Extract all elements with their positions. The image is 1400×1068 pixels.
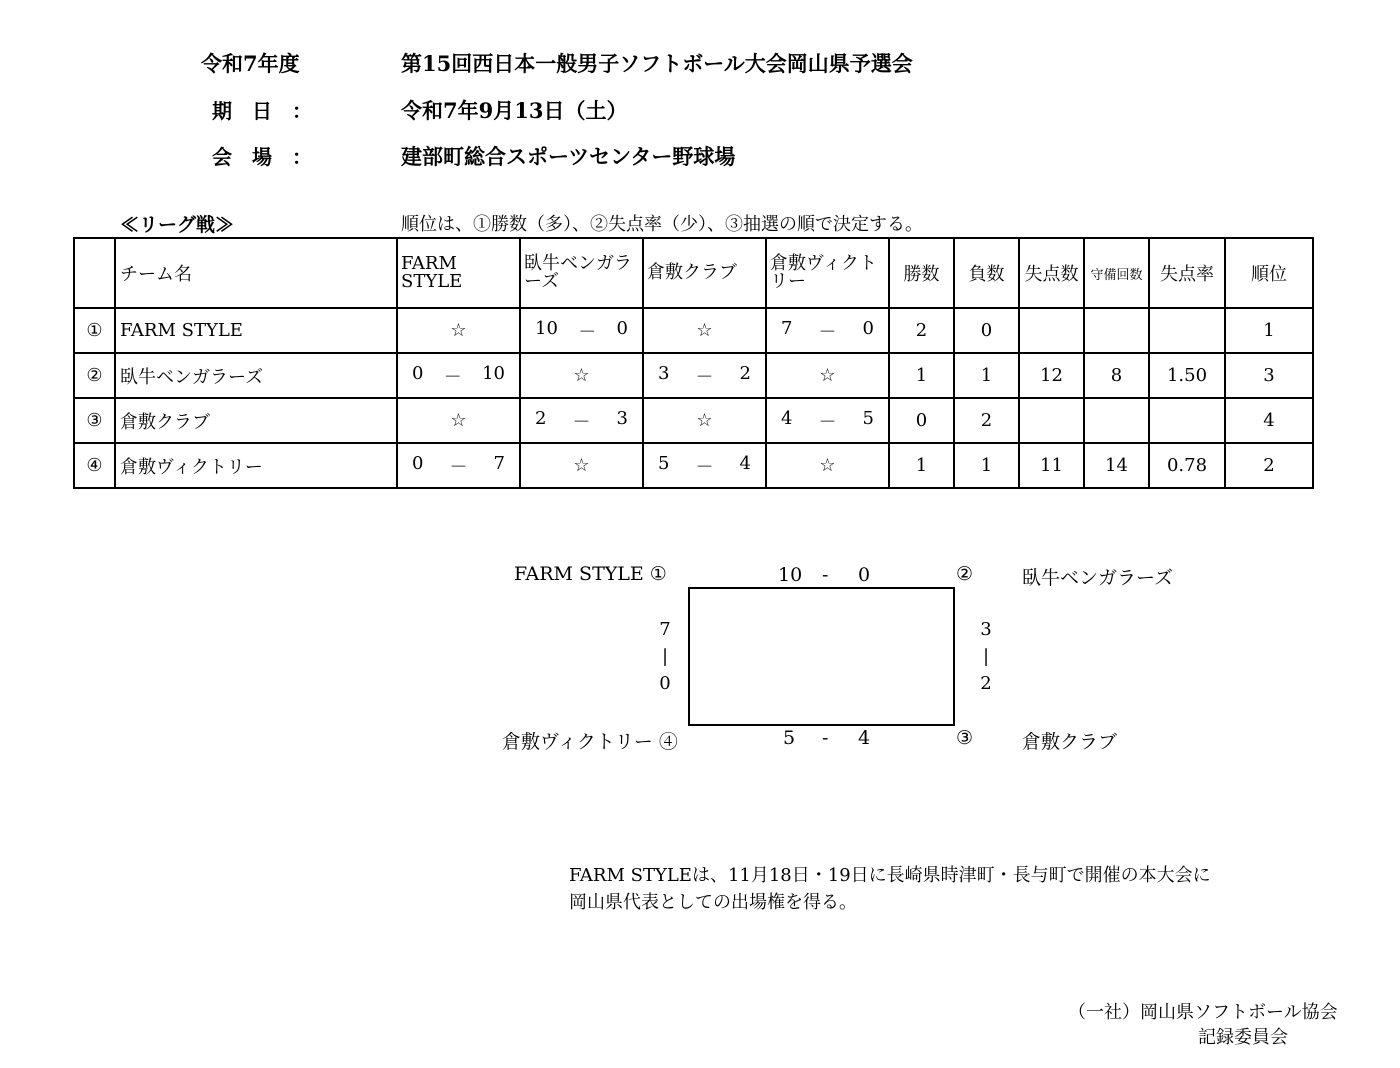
- score-against: 0: [616, 317, 628, 339]
- result-cell-r1: [397, 308, 520, 353]
- innings-cell: 14: [1084, 443, 1149, 488]
- diagram-top-score-b: 0: [858, 564, 871, 586]
- score-dash: －: [449, 456, 468, 478]
- losses-cell: 1: [954, 353, 1019, 398]
- footer-organization: （一社）岡山県ソフトボール協会: [1068, 1002, 1338, 1023]
- result-cell-r3: [643, 308, 766, 353]
- row-number: ④: [74, 443, 115, 488]
- rate-cell: [1149, 308, 1225, 353]
- score-dash: －: [695, 366, 714, 388]
- venue-label: 会 場 ：: [212, 145, 312, 169]
- diagram-team-2-number: ②: [956, 563, 974, 585]
- diagram-left-score-b: 0: [659, 673, 671, 694]
- score-for: 0: [412, 452, 424, 474]
- diagram-left-score-a: 7: [659, 619, 671, 640]
- score-dash: －: [695, 456, 714, 478]
- score-dash: －: [818, 411, 837, 433]
- table-row: [74, 308, 1313, 353]
- wins-cell: 2: [889, 308, 954, 353]
- row-number: ③: [74, 398, 115, 443]
- team-name-cell: 臥牛ベンガラーズ: [115, 353, 397, 398]
- diagram-right-score: [974, 616, 998, 697]
- diagram-top-score-dash: -: [822, 564, 829, 586]
- score-against: 2: [739, 362, 751, 384]
- rank-cell: 3: [1225, 353, 1313, 398]
- result-cell-r3: [643, 398, 766, 443]
- row-number: ②: [74, 353, 115, 398]
- ranking-rule: 順位は、①勝数（多）、②失点率（少）、③抽選の順で決定する。: [401, 214, 923, 235]
- runs-allowed-cell: 11: [1019, 443, 1084, 488]
- score-for: 10: [535, 317, 558, 339]
- header-innings: 守備回数: [1084, 238, 1149, 308]
- diagram-team-3-number: ③: [956, 727, 974, 749]
- wins-cell: 1: [889, 353, 954, 398]
- self-match-star-icon: ☆: [450, 320, 467, 341]
- result-cell-r4: [766, 443, 889, 488]
- score-for: 3: [658, 362, 670, 384]
- score-for: 7: [781, 317, 793, 339]
- header-rate: 失点率: [1149, 238, 1225, 308]
- diagram-left-score: [653, 616, 677, 697]
- self-match-star-icon: ☆: [819, 365, 836, 386]
- diagram-top-score-a: 10: [778, 564, 803, 586]
- result-cell-r4: [766, 398, 889, 443]
- result-cell-r2: [520, 443, 643, 488]
- venue-value: 建部町総合スポーツセンター野球場: [401, 144, 736, 169]
- date-label: 期 日 ：: [212, 99, 312, 123]
- score-for: 5: [658, 452, 670, 474]
- score-against: 10: [482, 362, 505, 384]
- notice-line-2: 岡山県代表としての出場権を得る。: [569, 892, 857, 913]
- table-row: [74, 398, 1313, 443]
- self-match-star-icon: ☆: [696, 320, 713, 341]
- result-cell-r3: [643, 353, 766, 398]
- score-against: 4: [739, 452, 751, 474]
- team-name-cell: 倉敷ヴィクトリー: [115, 443, 397, 488]
- header-losses: 負数: [954, 238, 1019, 308]
- losses-cell: 2: [954, 398, 1019, 443]
- header-no-cell: [74, 238, 115, 308]
- table-row: [74, 353, 1313, 398]
- diagram-right-score-bar: |: [982, 646, 990, 667]
- rate-cell: 1.50: [1149, 353, 1225, 398]
- score-dash: －: [818, 321, 837, 343]
- diagram-bottom-score-b: 4: [858, 727, 871, 749]
- score-dash: －: [572, 411, 591, 433]
- rate-cell: [1149, 398, 1225, 443]
- rate-cell: 0.78: [1149, 443, 1225, 488]
- team-name-cell: 倉敷クラブ: [115, 398, 397, 443]
- diagram-bottom-score-dash: -: [822, 727, 829, 749]
- league-table: [73, 237, 1314, 489]
- innings-cell: 8: [1084, 353, 1149, 398]
- score-dash: －: [443, 366, 462, 388]
- table-row: [74, 443, 1313, 488]
- footer-committee: 記録委員会: [1198, 1027, 1288, 1048]
- result-cell-r1: [397, 398, 520, 443]
- header-runs-allowed: 失点数: [1019, 238, 1084, 308]
- score-dash: －: [578, 321, 597, 343]
- innings-cell: [1084, 398, 1149, 443]
- match-diagram-box: [688, 587, 955, 726]
- runs-allowed-cell: 12: [1019, 353, 1084, 398]
- page-title: 第15回西日本一般男子ソフトボール大会岡山県予選会: [401, 51, 913, 76]
- table-header-row: [74, 238, 1313, 308]
- self-match-star-icon: ☆: [573, 365, 590, 386]
- score-against: 0: [862, 317, 874, 339]
- self-match-star-icon: ☆: [573, 455, 590, 476]
- year-label: 令和7年度: [201, 51, 300, 76]
- diagram-team-1-label: FARM STYLE ①: [514, 563, 667, 585]
- score-against: 3: [616, 407, 628, 429]
- date-value: 令和7年9月13日（土）: [401, 98, 628, 123]
- result-cell-r2: [520, 398, 643, 443]
- header-team-name: チーム名: [115, 238, 397, 308]
- rank-cell: 4: [1225, 398, 1313, 443]
- losses-cell: 0: [954, 308, 1019, 353]
- result-cell-r2: [520, 353, 643, 398]
- header-wins: 勝数: [889, 238, 954, 308]
- wins-cell: 0: [889, 398, 954, 443]
- result-cell-r4: [766, 353, 889, 398]
- header-team-1: FARM STYLE: [397, 238, 520, 308]
- score-for: 0: [412, 362, 424, 384]
- header-rank: 順位: [1225, 238, 1313, 308]
- wins-cell: 1: [889, 443, 954, 488]
- team-name-cell: FARM STYLE: [115, 308, 397, 353]
- rank-cell: 2: [1225, 443, 1313, 488]
- rank-cell: 1: [1225, 308, 1313, 353]
- self-match-star-icon: ☆: [819, 455, 836, 476]
- result-cell-r1: [397, 443, 520, 488]
- row-number: ①: [74, 308, 115, 353]
- diagram-bottom-score-a: 5: [783, 727, 796, 749]
- result-cell-r2: [520, 308, 643, 353]
- self-match-star-icon: ☆: [696, 410, 713, 431]
- header-team-3: 倉敷クラブ: [643, 238, 766, 308]
- runs-allowed-cell: [1019, 398, 1084, 443]
- losses-cell: 1: [954, 443, 1019, 488]
- header-team-4: 倉敷ヴィクトリー: [766, 238, 889, 308]
- score-for: 4: [781, 407, 793, 429]
- innings-cell: [1084, 308, 1149, 353]
- self-match-star-icon: ☆: [450, 410, 467, 431]
- header-team-2: 臥牛ベンガラーズ: [520, 238, 643, 308]
- score-for: 2: [535, 407, 547, 429]
- league-section-title: ≪リーグ戦≫: [120, 214, 235, 236]
- diagram-team-3-label: 倉敷クラブ: [1022, 731, 1118, 753]
- diagram-left-score-bar: |: [661, 646, 669, 667]
- diagram-right-score-a: 3: [980, 619, 992, 640]
- result-cell-r1: [397, 353, 520, 398]
- diagram-right-score-b: 2: [980, 673, 992, 694]
- result-cell-r4: [766, 308, 889, 353]
- notice-line-1: FARM STYLEは、11月18日・19日に長崎県時津町・長与町で開催の本大会に: [569, 865, 1211, 886]
- diagram-team-4-label: 倉敷ヴィクトリー ④: [502, 731, 678, 753]
- diagram-team-2-label: 臥牛ベンガラーズ: [1022, 567, 1174, 589]
- result-cell-r3: [643, 443, 766, 488]
- score-against: 5: [862, 407, 874, 429]
- runs-allowed-cell: [1019, 308, 1084, 353]
- score-against: 7: [493, 452, 505, 474]
